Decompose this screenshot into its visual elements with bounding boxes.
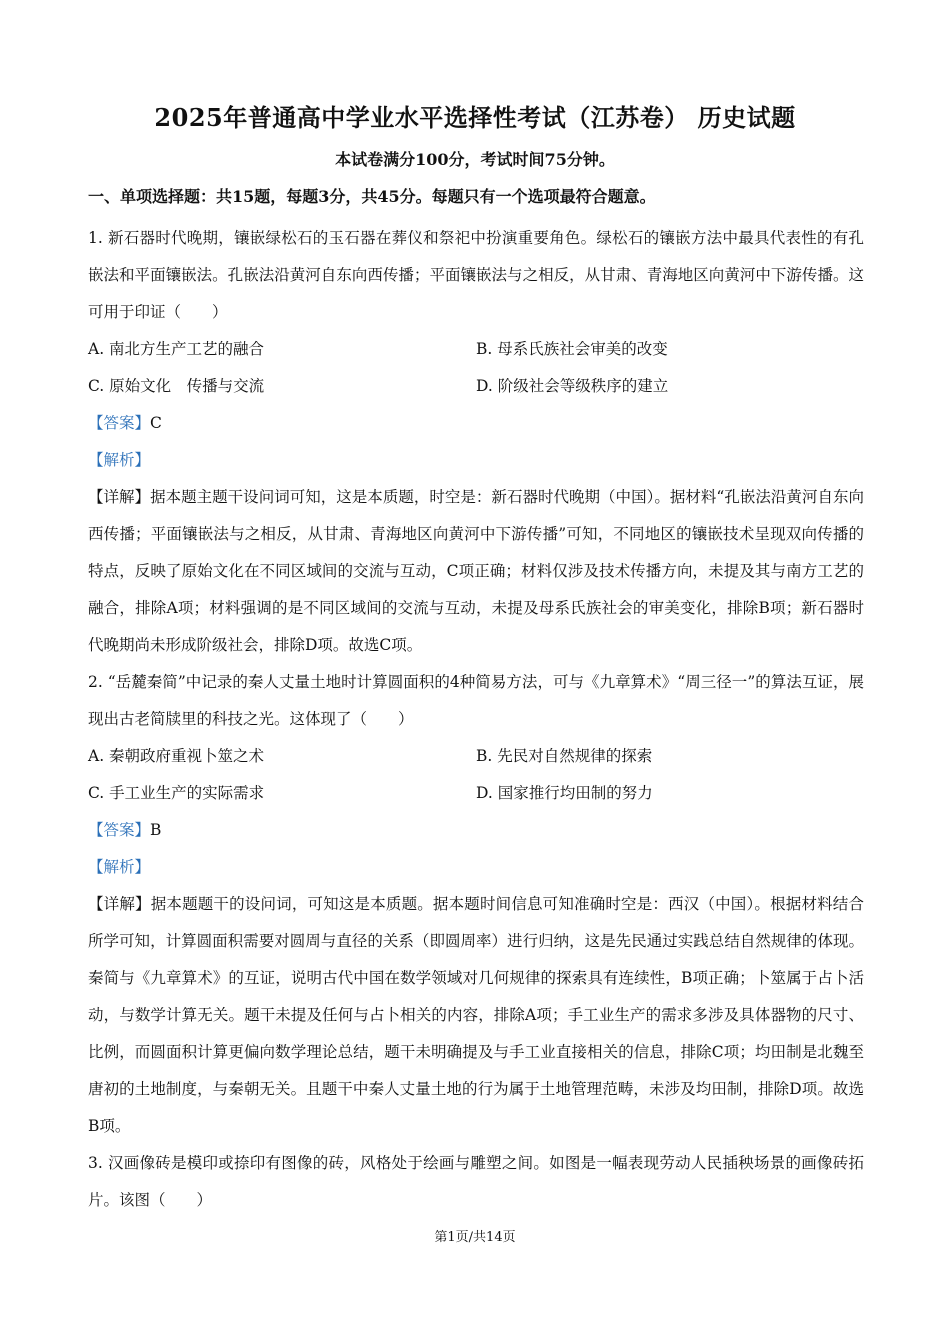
section-heading: 一、单项选择题：共15题，每题3分，共45分。每题只有一个选项最符合题意。 — [88, 187, 656, 206]
question-2-option-d: D. 国家推行均田制的努力 — [476, 784, 653, 802]
question-2-analysis — [88, 849, 864, 886]
question-1-options-row-2 — [88, 368, 864, 405]
question-1-stem: 1. 新石器时代晚期，镶嵌绿松石的玉石器在葬仪和祭祀中扮演重要角色。绿松石的镶嵌方法中最具代表性的有孔嵌法和平面镶嵌法。孔嵌法沿黄河自东向西传播；平面镶嵌法与之相反，从甘肃、青海地区向黄河中下游传播。这可用于印证（ ） — [88, 229, 864, 321]
exam-info: 本试卷满分100分，考试时间75分钟。 — [335, 150, 615, 169]
question-1-option-a: A. 南北方生产工艺的融合 — [88, 340, 265, 358]
question-2-option-b: B. 先民对自然规律的探索 — [476, 747, 653, 765]
question-1-option-c: C. 原始文化 传播与交流 — [88, 377, 265, 395]
answer-tag: 【答案】 — [88, 414, 151, 432]
detail-text: 据本题题干的设问词，可知这是本质题。据本题时间信息可知准确时空是：西汉（中国）。根据材料结合所学可知，计算圆面积需要对圆周与直径的关系（即圆周率）进行归纳，这是先民通过实践总结自然规律的体现。秦简与《九章算术》的互证，说明古代中国在数学领域对几何规律的探索具有连续性，B项正确；卜筮属于占卜活动，与数学计算无关。题干未提及任何与占卜相关的内容，排除A项；手工业生产的需求多涉及具体器物的尺寸、比例，而圆面积计算更偏向数学理论总结，题干未明确提及与手工业直接相关的信息，排除C项；均田制是北魏至唐初的土地制度，与秦朝无关。且题干中秦人丈量土地的行为属于土地管理范畴，未涉及均田制，排除D项。故选B项。 — [88, 895, 864, 1135]
detail-text: 据本题主题干设问词可知，这是本质题，时空是：新石器时代晚期（中国）。据材料“孔嵌法沿黄河自东向西传播；平面镶嵌法与之相反，从甘肃、青海地区向黄河中下游传播”可知，不同地区的镶嵌技术呈现双向传播的特点，反映了原始文化在不同区域间的交流与互动，C项正确；材料仅涉及技术传播方向，未提及其与南方工艺的融合，排除A项；材料强调的是不同区域间的交流与互动，未提及母系氏族社会的审美变化，排除B项；新石器时代晚期尚未形成阶级社会，排除D项。故选C项。 — [88, 488, 864, 654]
question-1-detail — [88, 479, 864, 664]
question-2-options-row-1 — [88, 738, 864, 775]
analysis-tag: 【解析】 — [88, 858, 151, 876]
page-title: 2025年普通高中学业水平选择性考试（江苏卷） 历史试题 — [154, 103, 796, 132]
question-3-stem: 3. 汉画像砖是模印或捺印有图像的砖，风格处于绘画与雕塑之间。如图是一幅表现劳动人民插秧场景的画像砖拓片。该图（ ） — [88, 1154, 864, 1209]
page-number: 第1页/共14页 — [434, 1230, 516, 1245]
question-1-answer — [88, 405, 864, 442]
detail-tag: 【详解】 — [88, 895, 151, 913]
question-1-analysis — [88, 442, 864, 479]
question-2-options-row-2 — [88, 775, 864, 812]
question-1-option-d: D. 阶级社会等级秩序的建立 — [476, 377, 669, 395]
question-2-answer — [88, 812, 864, 849]
answer-tag: 【答案】 — [88, 821, 151, 839]
question-1-options-row-1 — [88, 331, 864, 368]
question-2-option-c: C. 手工业生产的实际需求 — [88, 784, 265, 802]
question-2-stem: 2. “岳麓秦简”中记录的秦人丈量土地时计算圆面积的4种简易方法，可与《九章算术》“周三径一”的算法互证，展现出古老简牍里的科技之光。这体现了（ ） — [88, 673, 864, 728]
question-2-option-a: A. 秦朝政府重视卜筮之术 — [88, 747, 265, 765]
answer-value: B — [150, 821, 162, 839]
answer-value: C — [150, 414, 162, 432]
question-2-detail — [88, 886, 864, 1145]
analysis-tag: 【解析】 — [88, 451, 151, 469]
question-1-option-b: B. 母系氏族社会审美的改变 — [476, 340, 668, 358]
detail-tag: 【详解】 — [88, 488, 151, 506]
questions-body — [88, 220, 864, 1219]
